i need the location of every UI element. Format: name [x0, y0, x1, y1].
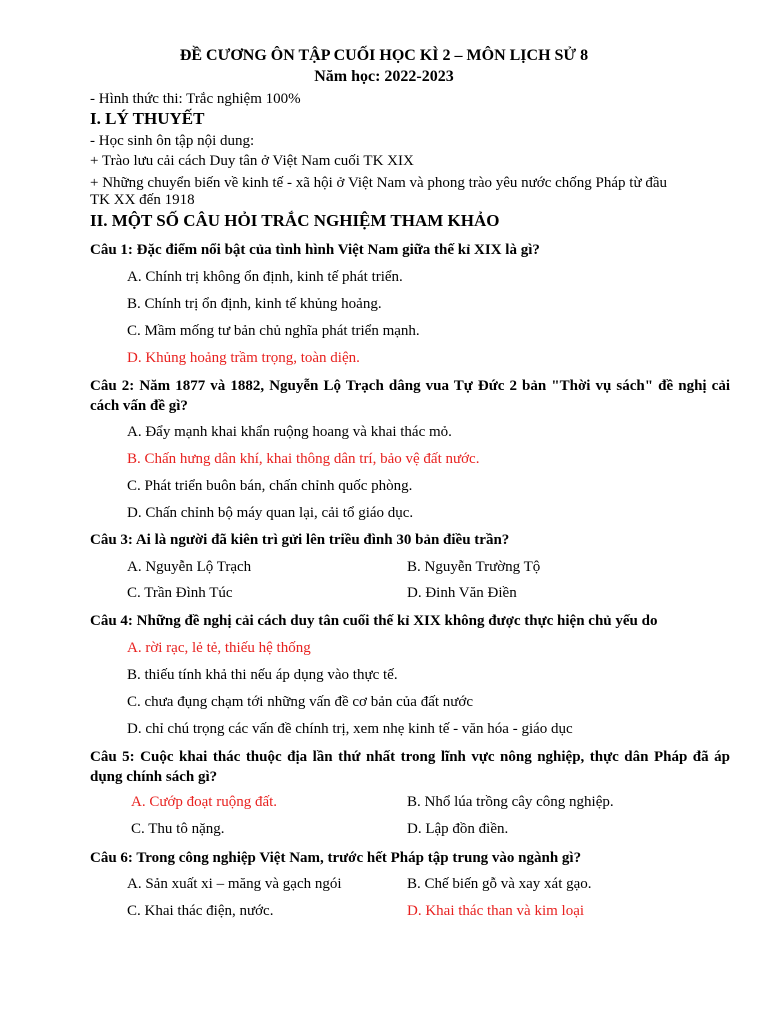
- question-6-option-b: B. Chế biến gỗ và xay xát gạo.: [407, 876, 592, 892]
- question-3-option-b: B. Nguyễn Trường Tộ: [407, 559, 541, 575]
- question-3-option-d: D. Đinh Văn Điền: [407, 585, 517, 601]
- question-2-option-b-answer: B. Chấn hưng dân khí, khai thông dân trí, bảo vệ đất nước.: [127, 451, 480, 467]
- section-1-item-1: + Trào lưu cải cách Duy tân ở Việt Nam cuối TK XIX: [90, 153, 414, 169]
- section-2-heading: II. MỘT SỐ CÂU HỎI TRẮC NGHIỆM THAM KHẢO: [90, 211, 500, 230]
- question-2-option-d: D. Chấn chỉnh bộ máy quan lại, cải tổ giáo dục.: [127, 505, 414, 521]
- question-3-option-c: C. Trần Đình Túc: [127, 585, 233, 601]
- question-4-option-d: D. chỉ chú trọng các vấn đề chính trị, xem nhẹ kinh tế - văn hóa - giáo dục: [127, 721, 573, 737]
- question-1: Câu 1: Đặc điểm nổi bật của tình hình Việt Nam giữa thế kỉ XIX là gì?: [90, 242, 540, 258]
- question-1-option-c: C. Mầm mống tư bản chủ nghĩa phát triển mạnh.: [127, 323, 420, 339]
- document-title: ĐỀ CƯƠNG ÔN TẬP CUỐI HỌC KÌ 2 – MÔN LỊCH SỬ 8: [179, 47, 589, 64]
- question-1-option-a: A. Chính trị không ổn định, kinh tế phát triển.: [127, 269, 403, 285]
- question-1-option-b: B. Chính trị ổn định, kinh tế khủng hoảng.: [127, 296, 382, 312]
- question-5-option-b: B. Nhổ lúa trồng cây công nghiệp.: [407, 794, 614, 810]
- question-6-option-c: C. Khai thác điện, nước.: [127, 903, 274, 919]
- question-5-option-c: C. Thu tô nặng.: [131, 821, 225, 837]
- section-1-intro: - Học sinh ôn tập nội dung:: [90, 133, 255, 149]
- question-2-option-a: A. Đẩy mạnh khai khẩn ruộng hoang và khai thác mỏ.: [127, 424, 452, 440]
- section-1-item-2-line-1: + Những chuyển biến về kinh tế - xã hội ở Việt Nam và phong trào yêu nước chống Pháp từ đầu: [90, 175, 667, 191]
- question-2-option-c: C. Phát triển buôn bán, chấn chỉnh quốc phòng.: [127, 478, 413, 494]
- question-4-option-b: B. thiếu tính khả thi nếu áp dụng vào thực tế.: [127, 667, 398, 683]
- section-1-heading: I. LÝ THUYẾT: [90, 109, 205, 128]
- question-4-option-a-answer: A. rời rạc, lẻ tẻ, thiếu hệ thống: [127, 640, 311, 656]
- question-6-option-d-answer: D. Khai thác than và kim loại: [407, 903, 585, 919]
- question-3-option-a: A. Nguyễn Lộ Trạch: [127, 559, 252, 575]
- question-5-option-a-answer: A. Cướp đoạt ruộng đất.: [131, 794, 278, 810]
- question-4-option-c: C. chưa đụng chạm tới những vấn đề cơ bản của đất nước: [127, 694, 474, 710]
- question-5-option-d: D. Lập đồn điền.: [407, 821, 509, 837]
- question-6-option-a: A. Sản xuất xi – măng và gạch ngói: [127, 876, 342, 892]
- exam-format: - Hình thức thi: Trắc nghiệm 100%: [90, 91, 301, 107]
- question-5: Câu 5: Cuộc khai thác thuộc địa lần thứ nhất trong lĩnh vực nông nghiệp, thực dân Pháp đã áp dụng chính sách gì?: [90, 749, 730, 785]
- section-1-item-2-line-2: TK XX đến 1918: [90, 192, 195, 208]
- question-4: Câu 4: Những đề nghị cải cách duy tân cuối thế kỉ XIX không được thực hiện chủ yếu do: [90, 613, 658, 629]
- question-1-option-d-answer: D. Khủng hoảng trầm trọng, toàn diện.: [127, 350, 360, 366]
- question-2: Câu 2: Năm 1877 và 1882, Nguyễn Lộ Trạch dâng vua Tự Đức 2 bản "Thời vụ sách" đề nghị cải cách vấn đề gì?: [90, 378, 730, 414]
- question-3: Câu 3: Ai là người đã kiên trì gửi lên triều đình 30 bản điều trần?: [90, 532, 510, 548]
- question-6: Câu 6: Trong công nghiệp Việt Nam, trước hết Pháp tập trung vào ngành gì?: [90, 850, 582, 866]
- school-year: Năm học: 2022-2023: [314, 68, 454, 85]
